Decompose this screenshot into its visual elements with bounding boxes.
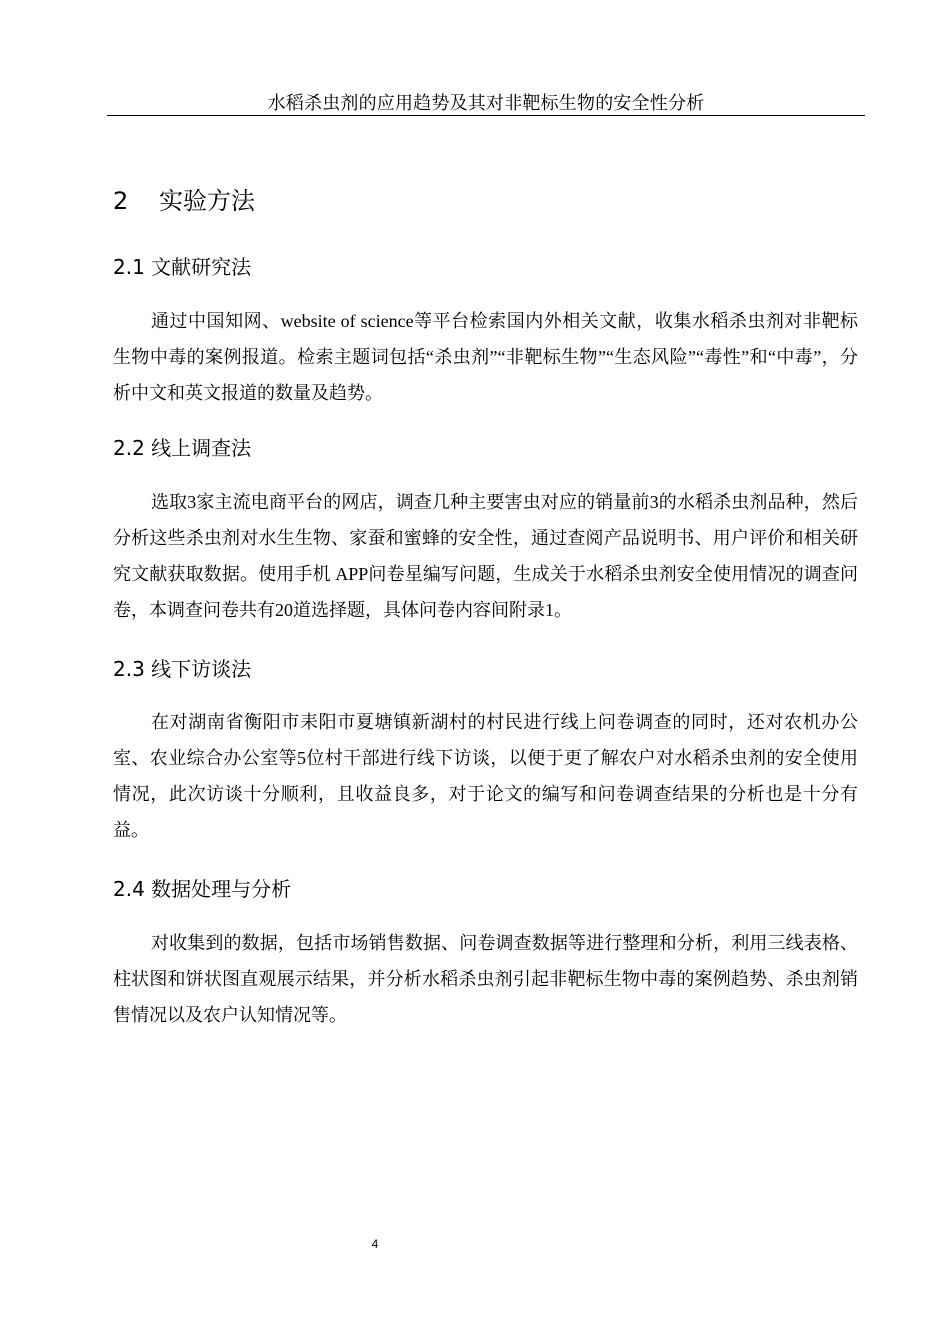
section-heading-2-2: 2.2 线上调查法 [113,436,252,460]
section-paragraph-2-2: 选取3家主流电商平台的网店，调查几种主要害虫对应的销量前3的水稻杀虫剂品种，然后分析这些杀虫剂对水生生物、家蚕和蜜蜂的安全性，通过查阅产品说明书、用户评价和相关研究文献获取数据。使用手机 APP问卷星编写问题，生成关于水稻杀虫剂安全使用情况的调查问卷，本调查问卷共有20道选择题，具体问卷内容间附录1。 [113,492,858,620]
running-header: 水稻杀虫剂的应用趋势及其对非靶标生物的安全性分析 [267,93,705,113]
page-number: 4 [371,1237,379,1251]
section-paragraph-2-3: 在对湖南省衡阳市耒阳市夏塘镇新湖村的村民进行线上问卷调查的同时，还对农机办公室、农业综合办公室等5位村干部进行线下访谈，以便于更了解农户对水稻杀虫剂的安全使用情况，此次访谈十分顺利，且收益良多，对于论文的编写和问卷调查结果的分析也是十分有益。 [113,712,858,840]
section-paragraph-2-4: 对收集到的数据，包括市场销售数据、问卷调查数据等进行整理和分析，利用三线表格、柱状图和饼状图直观展示结果，并分析水稻杀虫剂引起非靶标生物中毒的案例趋势、杀虫剂销售情况以及农户认知情况等。 [113,933,858,1025]
chapter-heading [113,184,255,218]
section-heading-2-1: 2.1 文献研究法 [113,255,252,279]
chapter-title: 实验方法 [159,187,255,215]
section-heading-2-4: 2.4 数据处理与分析 [113,877,292,901]
chapter-number: 2 [113,187,129,215]
section-paragraph-2-1: 通过中国知网、website of science等平台检索国内外相关文献，收集水稻杀虫剂对非靶标生物中毒的案例报道。检索主题词包括“杀虫剂”“非靶标生物”“生态风险”“毒性”和“中毒”，分析中文和英文报道的数量及趋势。 [113,311,858,403]
section-heading-2-3: 2.3 线下访谈法 [113,657,252,681]
header-rule [107,115,865,116]
